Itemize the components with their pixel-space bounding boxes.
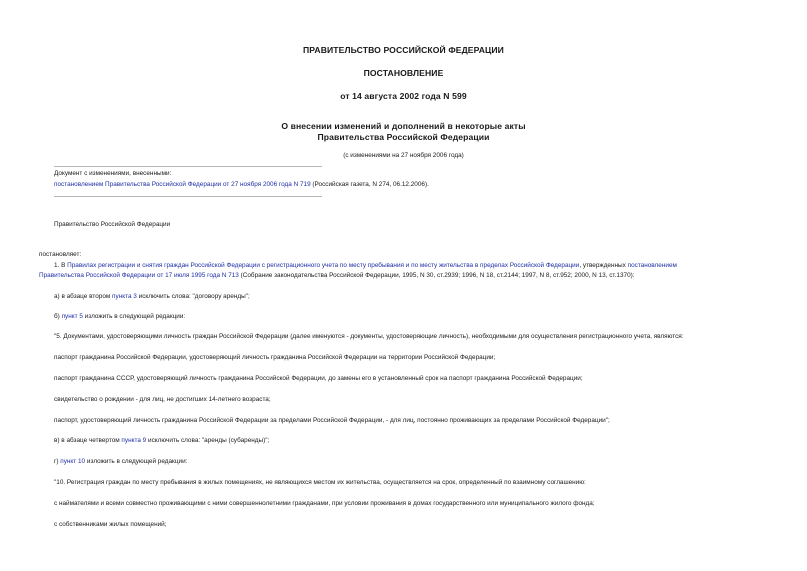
- point-3-link[interactable]: пункта 3: [112, 293, 137, 300]
- quoted-point-10: "10. Регистрация граждан по месту пребывания в жилых помещениях, не являющихся местом их жительства, осуществляется на срок, определенный по взаимному соглашению:: [54, 479, 586, 486]
- item-v: [54, 437, 269, 445]
- resolution-link-part-2[interactable]: Правительства Российской Федерации от 17 июля 1995 года N 713: [39, 272, 239, 279]
- amendment-note: (с изменениями на 27 ноября 2006 года): [343, 152, 464, 159]
- government-heading: ПРАВИТЕЛЬСТВО РОССИЙСКОЙ ФЕДЕРАЦИИ: [303, 45, 504, 55]
- p1-middle: , утвержденных: [579, 262, 628, 269]
- item-v-suffix: исключить слова: "аренды (субаренды)";: [146, 437, 270, 444]
- p1-suffix: (Собрание законодательства Российской Федерации, 1995, N 30, ст.2939; 1996, N 18, ст.2144; 1997, N 8, ст.952; 2000, N 13, ст.1370):: [238, 272, 635, 279]
- changes-intro: Документ с изменениями, внесенными:: [54, 170, 172, 177]
- quoted-point-5: "5. Документами, удостоверяющими личность граждан Российской Федерации (далее именуются - документы, удостоверяющие личность), необходимыми для осуществления регистрационного учета, являются:: [54, 333, 684, 340]
- p1-prefix: 1. В: [54, 262, 68, 269]
- point-10-link[interactable]: пункт 10: [60, 458, 86, 465]
- list-item-foreign-passport: паспорт, удостоверяющий личность гражданина Российской Федерации за пределами Российской Федерации, - для лиц, постоянно проживающих за пределами Российской Федерации";: [54, 417, 610, 424]
- item-a: [54, 293, 250, 301]
- issuer-text: Правительство Российской Федерации: [54, 221, 171, 228]
- item-b-prefix: б): [54, 313, 62, 320]
- list-item-birth-certificate: свидетельство о рождении - для лиц, не достигших 14-летнего возраста;: [54, 396, 271, 403]
- changes-top-rule: [54, 166, 322, 167]
- changes-reference: [54, 181, 429, 189]
- item-b-suffix: изложить в следующей редакции:: [82, 313, 186, 320]
- item-v-prefix: в) в абзаце четвертом: [54, 437, 122, 444]
- paragraph-1-line-1: [54, 262, 677, 270]
- amending-resolution-link[interactable]: постановлением Правительства Российской Федерации от 27 ноября 2006 года N 719: [54, 181, 311, 188]
- point-9-link[interactable]: пункта 9: [121, 437, 147, 444]
- point-5-link[interactable]: пункт 5: [61, 313, 83, 320]
- resolution-link-part-1[interactable]: постановлением: [627, 262, 677, 269]
- document-date-number: от 14 августа 2002 года N 599: [340, 91, 467, 101]
- item-g: [54, 458, 187, 466]
- document-type: ПОСТАНОВЛЕНИЕ: [363, 68, 444, 78]
- item-g-prefix: г): [54, 458, 61, 465]
- item-b: [54, 313, 185, 321]
- changes-bottom-rule: [54, 196, 322, 197]
- item-a-suffix: исключить слова: "договору аренды";: [136, 293, 250, 300]
- paragraph-1-line-2: [39, 272, 635, 280]
- resolves-text: постановляет:: [39, 251, 82, 258]
- changes-source: (Российская газета, N 274, 06.12.2006).: [310, 181, 429, 188]
- document-title-line-1: О внесении изменений и дополнений в некоторые акты: [281, 121, 526, 131]
- item-a-prefix: а) в абзаце втором: [54, 293, 113, 300]
- list-item-owners: с собственниками жилых помещений;: [54, 521, 167, 528]
- list-item-tenants: с наймателями и всеми совместно проживающими с ними совершеннолетними гражданами, при условии проживания в домах государственного или муниципального жилого фонда;: [54, 500, 595, 507]
- document-title-line-2: Правительства Российской Федерации: [317, 132, 490, 142]
- list-item-passport-rf: паспорт гражданина Российской Федерации, удостоверяющий личность гражданина Российской Федерации на территории Российской Федерации;: [54, 354, 496, 361]
- list-item-passport-ussr: паспорт гражданина СССР, удостоверяющий личность гражданина Российской Федерации, до замены его в установленный срок на паспорт гражданина Российской Федерации;: [54, 375, 583, 382]
- registration-rules-link[interactable]: Правилах регистрации и снятия граждан Российской Федерации с регистрационного учета по месту пребывания и по месту жительства в пределах Российской Федерации: [67, 262, 580, 269]
- item-g-suffix: изложить в следующей редакции:: [85, 458, 188, 465]
